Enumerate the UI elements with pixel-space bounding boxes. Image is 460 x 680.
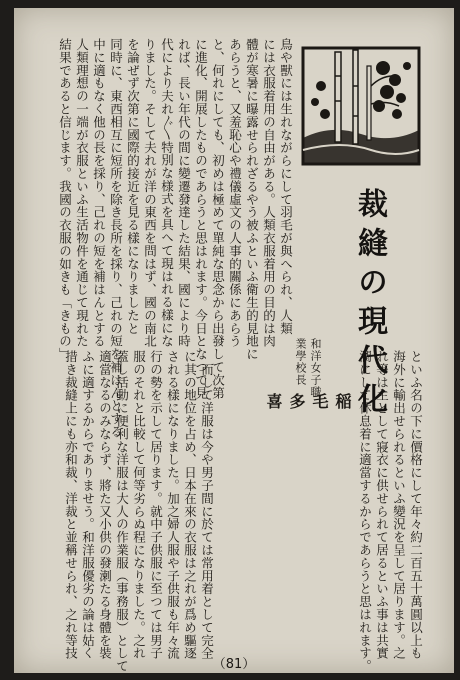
body-text-column: 而して洋服は今や男子間に於ては常用着として完全 <box>199 350 215 660</box>
author-name-char: 多 <box>287 393 306 411</box>
body-text-column: には衣服着用の自由がある。人類衣服着用の目的は肉 <box>261 38 277 348</box>
tree-landscape-icon <box>301 46 421 166</box>
body-text-column: と、何れにしても、初めは極めて單純な思念から出發して次第 <box>210 38 226 400</box>
body-text-column: に進化、開展したものであらうと思はれます。今日となつて見 <box>193 38 209 400</box>
body-text-column: 潤にして休息着に適當するからであらうと思はれます。 <box>357 350 373 673</box>
body-text-column: 鳥や獸には生れながらにして羽毛が與へられ、人類 <box>278 38 294 335</box>
body-text-column: れば、長い年代の間に變遷發達した結果、國により時 <box>176 38 192 348</box>
body-text-column: 人類理想の一端が衣服といふ生活物件を通じて現れた <box>74 38 90 348</box>
body-text-column: 結果であると信じます。我國の衣服の如きも「きもの」 <box>57 38 73 361</box>
body-text-column: 海外に輸出せられるといふ變況を呈して居ります。之 <box>391 350 407 660</box>
body-text-column: 適當なるのみならず、將た又小供の發溂たる身體を裝 <box>97 350 113 660</box>
body-text-column: 體が寒暑に曝露せられざるやう被ふといふ衛生的見地に <box>244 38 260 361</box>
body-text-column: あらうと、又羞恥心や禮儀虛文の人事的關係にあらう <box>227 38 243 348</box>
body-text-column: りました。そして夫れが洋の東西を問はず、國の南北 <box>142 38 158 348</box>
page-number: （81） <box>212 657 256 672</box>
body-text-column: れ等は主として寢衣に供せられて居るといふ事は共實 <box>374 350 390 660</box>
body-text-column: 服のそれと比較して何等劣らぬ程になりました。之れ <box>131 350 147 660</box>
body-text-column: 代により夫れ〴〵特別な様式を具へて現はれる樣にな <box>159 38 175 348</box>
author-name-char: 喜 <box>264 393 283 411</box>
magazine-page <box>14 8 454 673</box>
body-text-column: 措き裁縫上にも亦和裁、洋裁と並稱せられ、之れ等技 <box>63 350 79 660</box>
article-title: 裁縫の現代化 <box>352 188 387 422</box>
author-affiliation: 業學校長 <box>294 338 307 386</box>
body-text-column: を論ぜず次第に國際的接近を見る樣になりましたと <box>125 38 141 335</box>
author-name-char: 稲 <box>333 393 352 411</box>
author-name <box>262 393 354 441</box>
body-text-column: 行の勢を示して居ります。就中子供服に至つては男子 <box>148 350 164 660</box>
author-name-char: 毛 <box>310 393 329 411</box>
author-affiliation: 和洋女子職 <box>309 338 322 398</box>
body-text-column: 同時に、東西相互に短所を除き長所を採り、己れの短を補はんとする <box>108 38 124 438</box>
body-text-column: される樣になりました。加之婦人服や子供服も年々流 <box>165 350 181 660</box>
body-text-column: ふに適するからでありませう。和洋服優劣の論は姑く <box>80 350 96 660</box>
body-text-column: といふ名の下に價格にして年々約二百五十萬圓以上も <box>408 350 424 660</box>
body-text-column: 中に適もなく他の長を採り、己れの短を補はんとする <box>91 38 107 348</box>
body-text-column: に其の地位を占め、日本在來の衣服は之れが爲め驅逐 <box>182 350 198 660</box>
body-text-column: 蓋し活動に便利な洋服は大人の作業服（事務服）として <box>114 350 130 673</box>
